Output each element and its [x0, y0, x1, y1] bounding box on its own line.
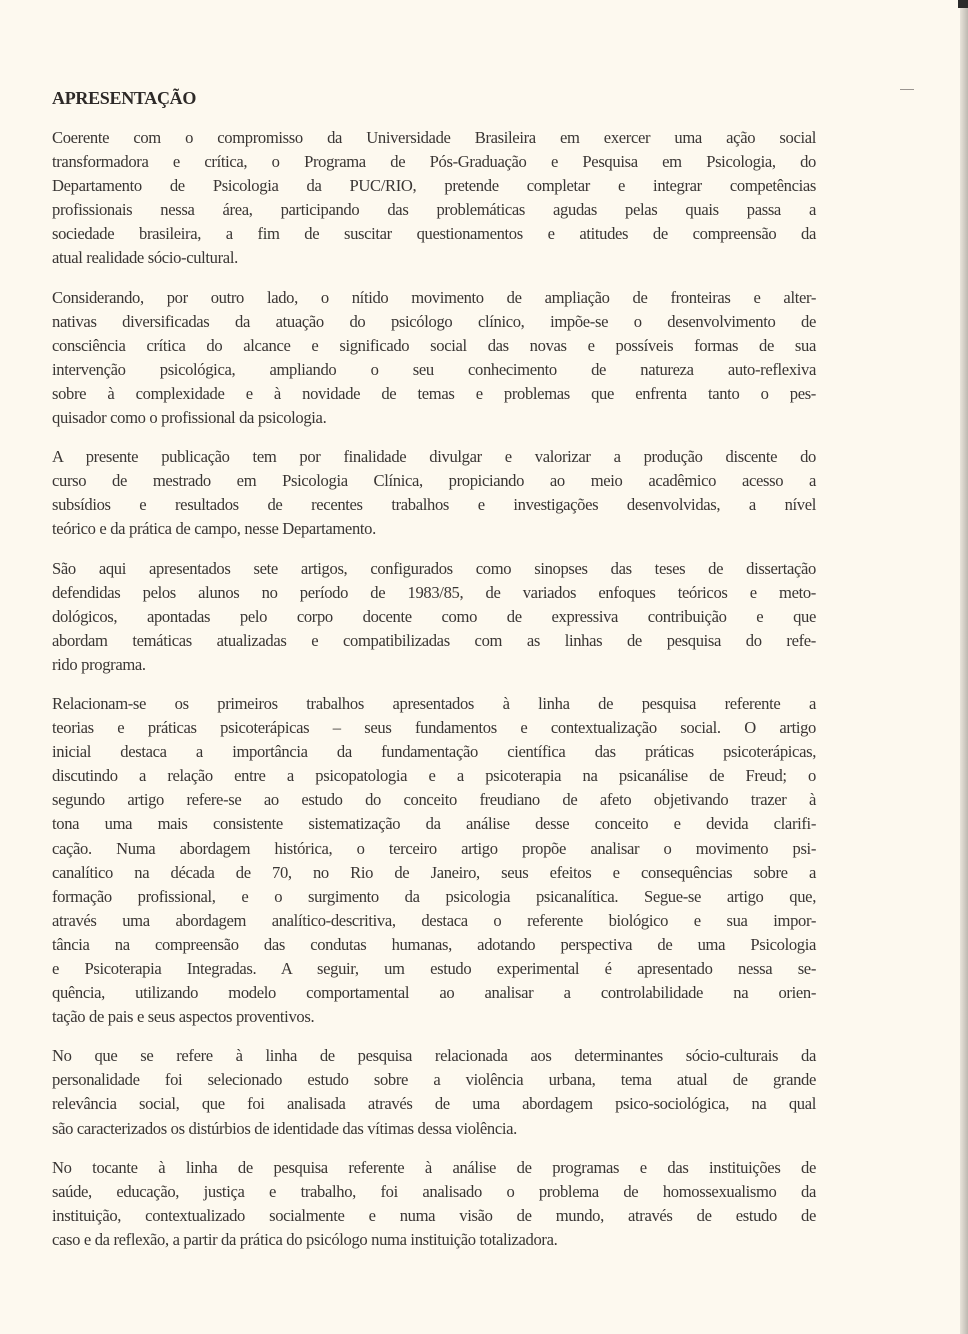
text-line: Relacionam-se os primeiros trabalhos apresentados à linha de pesquisa referente a: [52, 693, 816, 713]
text-line: teórico e da prática de campo, nesse Departamento.: [52, 519, 376, 539]
text-line: atual realidade sócio-cultural.: [52, 248, 238, 268]
page-edge-shadow: [960, 0, 968, 1334]
text-line: sobre à complexidade e à novidade de temas e problemas que enfrenta tanto o pes-: [52, 383, 816, 403]
paragraph: [52, 1044, 816, 1140]
document-body: [52, 126, 816, 1252]
text-line: cação. Numa abordagem histórica, o terceiro artigo propõe analisar o movimento psi-: [52, 838, 816, 858]
text-line: abordam temáticas atualizadas e compatibilizadas com as linhas de pesquisa do refe-: [52, 630, 816, 650]
text-line: A presente publicação tem por finalidade divulgar e valorizar a produção discente do: [52, 447, 816, 467]
paragraph: [52, 286, 816, 431]
text-line: relevância social, que foi analisada através de uma abordagem psico-sociológica, na qual: [52, 1094, 816, 1114]
text-line: consciência crítica do alcance e significado social das novas e possíveis formas de sua: [52, 335, 816, 355]
text-line: subsídios e resultados de recentes trabalhos e investigações desenvolvidas, a nível: [52, 495, 816, 515]
text-line: Departamento de Psicologia da PUC/RIO, pretende completar e integrar competências: [52, 176, 816, 196]
text-line: caso e da reflexão, a partir da prática do psicólogo numa instituição totalizadora.: [52, 1229, 558, 1249]
document-page: [52, 86, 816, 1267]
text-line: discutindo a relação entre a psicopatologia e a psicoterapia na psicanálise de Freud; o: [52, 766, 816, 786]
text-line: Coerente com o compromisso da Universidade Brasileira em exercer uma ação social: [52, 128, 816, 147]
text-line: através uma abordagem analítico-descritiva, destaca o referente biológico e sua impor-: [52, 910, 816, 930]
paragraph: [52, 557, 816, 677]
text-line: formação profissional, e o surgimento da psicologia psicanalítica. Segue-se artigo que,: [52, 886, 816, 906]
text-line: transformadora e crítica, o Programa de Pós-Graduação e Pesquisa em Psicologia, do: [52, 152, 816, 172]
text-line: curso de mestrado em Psicologia Clínica, propiciando ao meio acadêmico acesso a: [52, 471, 816, 491]
text-line: defendidas pelos alunos no período de 1983/85, de variados enfoques teóricos e meto-: [52, 582, 816, 602]
text-line: tona uma mais consistente sistematização da análise desse conceito e devida clarifi-: [52, 814, 816, 834]
text-line: saúde, educação, justiça e trabalho, foi analisado o problema de homossexualismo da: [52, 1181, 816, 1201]
text-line: No que se refere à linha de pesquisa relacionada aos determinantes sócio-culturais da: [52, 1046, 816, 1066]
text-line: teorias e práticas psicoterápicas – seus fundamentos e contextualização social. O artigo: [52, 718, 816, 738]
text-line: canalítico na década de 70, no Rio de Janeiro, seus efeitos e consequências sobre a: [52, 862, 816, 882]
text-line: quência, utilizando modelo comportamental ao analisar a controlabilidade na orien-: [52, 983, 816, 1003]
text-line: personalidade foi selecionado estudo sobre a violência urbana, tema atual de grande: [52, 1070, 816, 1090]
text-line: dológicos, apontadas pelo corpo docente como de expressiva contribuição e que: [52, 606, 816, 626]
text-line: tância na compreensão das condutas humanas, adotando perspectiva de uma Psicologia: [52, 934, 816, 954]
paragraph: [52, 445, 816, 541]
text-line: e Psicoterapia Integradas. A seguir, um estudo experimental é apresentado nessa se-: [52, 959, 816, 978]
paragraph: [52, 1156, 816, 1252]
text-line: sociedade brasileira, a fim de suscitar questionamentos e atitudes de compreensão da: [52, 224, 816, 244]
text-line: profissionais nessa área, participando das problemáticas agudas pelas quais passa a: [52, 200, 816, 220]
text-line: instituição, contextualizado socialmente e numa visão de mundo, através de estudo de: [52, 1205, 816, 1225]
text-line: Considerando, por outro lado, o nítido movimento de ampliação de fronteiras e alter-: [52, 287, 816, 307]
text-line: rido programa.: [52, 654, 146, 674]
text-line: são caracterizados os distúrbios de identidade das vítimas dessa violência.: [52, 1118, 517, 1138]
text-line: quisador como o profissional da psicologia.: [52, 408, 327, 428]
paragraph: [52, 126, 816, 271]
text-line: segundo artigo refere-se ao estudo do conceito freudiano de afeto objetivando trazer à: [52, 790, 816, 810]
page-title: APRESENTAÇÃO: [52, 88, 197, 108]
paragraph: [52, 692, 816, 1029]
text-line: nativas diversificadas da atuação do psicólogo clínico, impõe-se o desenvolvimento de: [52, 311, 816, 331]
text-line: No tocante à linha de pesquisa referente à análise de programas e das instituições de: [52, 1157, 816, 1177]
text-line: São aqui apresentados sete artigos, configurados como sinopses das teses de dissertação: [52, 558, 816, 578]
text-line: intervenção psicológica, ampliando o seu conhecimento de natureza auto-reflexiva: [52, 359, 816, 379]
text-line: tação de pais e seus aspectos proventivos.: [52, 1007, 315, 1027]
scan-corner-shadow: [958, 0, 968, 8]
text-line: inicial destaca a importância da fundamentação científica das práticas psicoterápicas,: [52, 742, 816, 762]
margin-mark: [900, 89, 914, 90]
